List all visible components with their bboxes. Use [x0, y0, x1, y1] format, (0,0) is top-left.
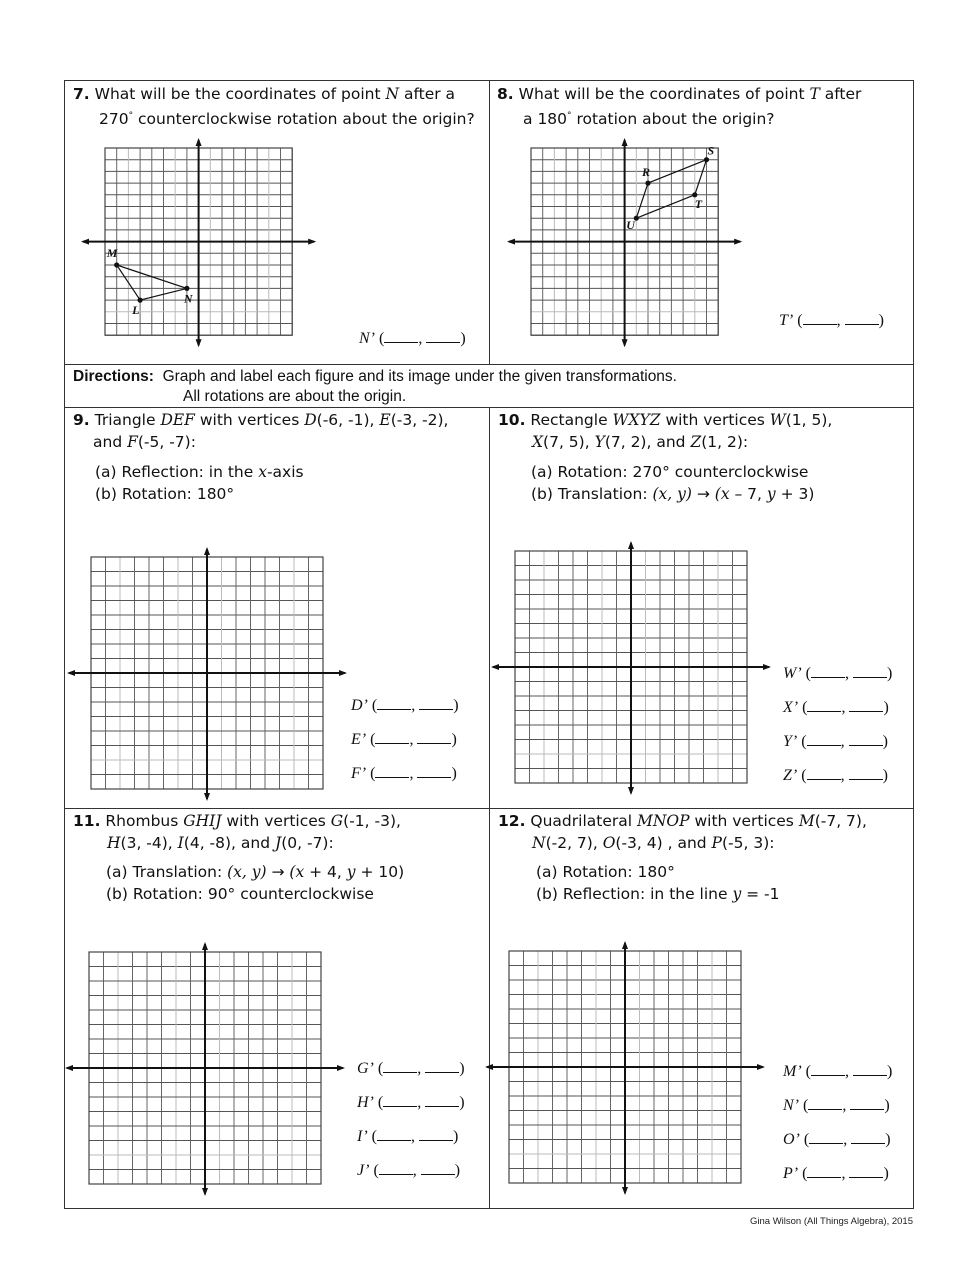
answer-label: D’	[351, 697, 368, 714]
answer-d-prime[interactable]: D’ ( , )	[351, 697, 459, 714]
x-blank[interactable]	[375, 765, 409, 778]
y-axis-arrow-up	[204, 547, 210, 555]
x-axis-arrow-right	[763, 664, 771, 670]
answer-label: Z’	[783, 767, 798, 784]
worksheet-table	[64, 80, 914, 1209]
y-axis-arrow-down	[204, 793, 210, 801]
x-axis-arrow-left	[491, 664, 499, 670]
x-axis-arrow-right	[337, 1065, 345, 1071]
vertex-label-s: S	[707, 143, 715, 158]
x-blank[interactable]	[377, 1128, 411, 1141]
x-axis-arrow-left	[507, 239, 515, 245]
problem-11-steps: (a) Translation: (x, y) → (x + 4, y + 10) (b) Rotation: 90° counterclockwise	[106, 863, 405, 903]
x-blank[interactable]	[379, 1162, 413, 1175]
x-blank[interactable]	[807, 1165, 841, 1178]
answer-w-prime[interactable]: W’ ( , )	[783, 665, 893, 682]
y-axis-arrow-up	[622, 941, 628, 949]
y-blank[interactable]	[417, 765, 451, 778]
x-blank[interactable]	[811, 665, 845, 678]
vertex-label-n: N	[183, 291, 193, 306]
y-axis-arrow-down	[202, 1188, 208, 1196]
y-blank[interactable]	[849, 699, 883, 712]
x-blank[interactable]	[809, 1131, 843, 1144]
y-blank[interactable]	[853, 665, 887, 678]
answer-i-prime[interactable]: I’ ( , )	[357, 1128, 459, 1145]
coordinate-grid-11[interactable]	[83, 944, 335, 1192]
y-axis-arrow-up	[622, 138, 628, 146]
directions-label: Directions:	[73, 368, 154, 385]
problem-number: 7.	[73, 85, 90, 103]
answer-label: P’	[783, 1165, 799, 1182]
answer-n-prime[interactable]: N’ ( , )	[359, 330, 466, 347]
y-blank[interactable]	[853, 1063, 887, 1076]
vertex-label-l: L	[132, 303, 140, 318]
vertex-point-s	[704, 157, 709, 162]
y-axis-arrow-down	[196, 339, 202, 347]
problem-number: 8.	[497, 85, 514, 103]
answer-label: O’	[783, 1131, 800, 1148]
problem-7-question: 7. What will be the coordinates of point N after a 270° counterclockwise rotation about the origin?	[73, 85, 475, 129]
vertex-point-n	[184, 286, 189, 291]
answer-label: Y’	[783, 733, 798, 750]
answer-label: H’	[357, 1094, 374, 1111]
answer-h-prime[interactable]: H’ ( , )	[357, 1094, 465, 1111]
x-axis-arrow-left	[67, 670, 75, 676]
x-axis-arrow-left	[81, 239, 89, 245]
y-blank[interactable]	[419, 1128, 453, 1141]
answer-p-prime[interactable]: P’ ( , )	[783, 1165, 889, 1182]
x-blank[interactable]	[807, 767, 841, 780]
y-axis-arrow-up	[628, 541, 634, 549]
answer-o-prime[interactable]: O’ ( , )	[783, 1131, 891, 1148]
y-blank[interactable]	[425, 1060, 459, 1073]
y-axis-arrow-down	[622, 1187, 628, 1195]
x-axis-arrow-right	[734, 239, 742, 245]
y-blank[interactable]	[849, 767, 883, 780]
row-divider-3	[65, 808, 913, 809]
y-blank[interactable]	[425, 1094, 459, 1107]
vertex-label-r: R	[642, 165, 651, 180]
footer-credit: Gina Wilson (All Things Algebra), 2015	[750, 1216, 913, 1227]
answer-z-prime[interactable]: Z’ ( , )	[783, 767, 888, 784]
y-blank[interactable]	[850, 1097, 884, 1110]
answer-label: M’	[783, 1063, 802, 1080]
problem-9-question: 9. Triangle DEF with vertices D(-6, -1), E(-3, -2), and F(-5, -7):	[73, 411, 449, 451]
answer-y-prime[interactable]: Y’ ( , )	[783, 733, 888, 750]
y-blank[interactable]	[421, 1162, 455, 1175]
answer-label: E’	[351, 731, 367, 748]
coordinate-grid-9[interactable]	[85, 549, 337, 797]
x-axis-arrow-left	[65, 1065, 73, 1071]
coordinate-grid-7	[99, 140, 309, 356]
answer-n-prime[interactable]: N’ ( , )	[783, 1097, 890, 1114]
y-blank[interactable]	[849, 1165, 883, 1178]
answer-label: I’	[357, 1128, 368, 1145]
answer-j-prime[interactable]: J’ ( , )	[357, 1162, 461, 1179]
x-blank[interactable]	[807, 699, 841, 712]
x-axis-arrow-right	[308, 239, 316, 245]
problem-11-question: 11. Rhombus GHIJ with vertices G(-1, -3), H(3, -4), I(4, -8), and J(0, -7):	[73, 812, 401, 852]
x-blank[interactable]	[377, 697, 411, 710]
coordinate-grid-8	[525, 140, 735, 356]
x-axis-arrow-right	[339, 670, 347, 676]
answer-label: J’	[357, 1162, 370, 1179]
row-divider-1	[65, 364, 913, 365]
y-axis-arrow-down	[622, 339, 628, 347]
y-blank[interactable]	[849, 733, 883, 746]
x-blank[interactable]	[383, 1060, 417, 1073]
coordinate-grid-10[interactable]	[509, 543, 761, 791]
vertex-label-t: T	[694, 196, 703, 211]
answer-t-prime[interactable]: T’ ( , )	[779, 312, 884, 329]
x-blank[interactable]	[383, 1094, 417, 1107]
vertex-point-l	[138, 298, 143, 303]
answer-label: W’	[783, 665, 802, 682]
y-blank[interactable]	[851, 1131, 885, 1144]
vertex-point-m	[114, 262, 119, 267]
x-blank[interactable]	[375, 731, 409, 744]
y-axis-arrow-up	[202, 942, 208, 950]
vertex-label-u: U	[626, 218, 635, 233]
problem-10-steps: (a) Rotation: 270° counterclockwise (b) Translation: (x, y) → (x – 7, y + 3)	[531, 463, 815, 503]
x-blank[interactable]	[808, 1097, 842, 1110]
answer-f-prime[interactable]: F’ ( , )	[351, 765, 457, 782]
answer-m-prime[interactable]: M’ ( , )	[783, 1063, 893, 1080]
problem-12-steps: (a) Rotation: 180° (b) Reflection: in the line y = -1	[536, 863, 780, 903]
column-divider-top	[489, 81, 490, 364]
coordinate-grid-12[interactable]	[503, 943, 755, 1191]
y-axis-arrow-down	[628, 787, 634, 795]
problem-12-question: 12. Quadrilateral MNOP with vertices M(-7, 7), N(-2, 7), O(-3, 4) , and P(-5, 3):	[498, 812, 867, 852]
y-blank[interactable]	[419, 697, 453, 710]
answer-g-prime[interactable]: G’ ( , )	[357, 1060, 465, 1077]
vertex-label-m: M	[106, 246, 118, 260]
x-blank[interactable]	[807, 733, 841, 746]
problem-8-question: 8. What will be the coordinates of point T after a 180° rotation about the origin?	[497, 85, 862, 129]
y-axis-arrow-up	[196, 138, 202, 146]
answer-label: X’	[783, 699, 799, 716]
vertex-point-r	[645, 181, 650, 186]
answer-x-prime[interactable]: X’ ( , )	[783, 699, 889, 716]
answer-label: G’	[357, 1060, 374, 1077]
problem-9-steps: (a) Reflection: in the x-axis (b) Rotation: 180°	[95, 463, 304, 503]
y-blank[interactable]	[417, 731, 451, 744]
x-axis-arrow-right	[757, 1064, 765, 1070]
answer-label: N’	[783, 1097, 799, 1114]
answer-e-prime[interactable]: E’ ( , )	[351, 731, 457, 748]
problem-10-question: 10. Rectangle WXYZ with vertices W(1, 5), X(7, 5), Y(7, 2), and Z(1, 2):	[498, 411, 833, 451]
answer-label: F’	[351, 765, 367, 782]
directions: Directions: Graph and label each figure and its image under the given transformations. All rotations are about the origin.	[73, 368, 677, 405]
x-blank[interactable]	[811, 1063, 845, 1076]
